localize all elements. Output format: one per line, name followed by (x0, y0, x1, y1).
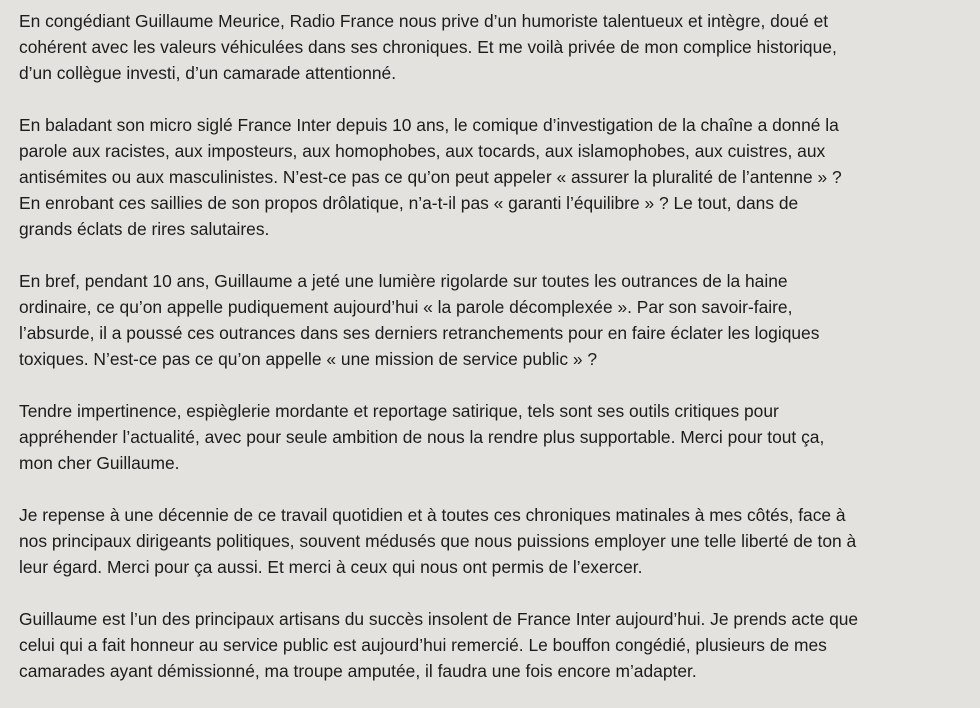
paragraph-6 (19, 606, 962, 684)
paragraph-line: toxiques. N’est-ce pas ce qu’on appelle « une mission de service public » ? (19, 349, 598, 369)
paragraph-line: cohérent avec les valeurs véhiculées dans ses chroniques. Et me voilà privée de mon complice historique, (19, 37, 837, 57)
paragraph-line: nos principaux dirigeants politiques, souvent médusés que nous puissions employer une telle liberté de ton à (19, 531, 857, 551)
paragraph-line: d’un collègue investi, d’un camarade attentionné. (19, 63, 397, 83)
paragraph-line: appréhender l’actualité, avec pour seule ambition de nous la rendre plus supportable. Merci pour tout ça, (19, 427, 825, 447)
paragraph-line: Je repense à une décennie de ce travail quotidien et à toutes ces chroniques matinales à mes côtés, face à (19, 505, 846, 525)
paragraph-line: Tendre impertinence, espièglerie mordante et reportage satirique, tels sont ses outils critiques pour (19, 401, 779, 421)
paragraph-line: Guillaume est l’un des principaux artisans du succès insolent de France Inter aujourd’hui. Je prends acte que (19, 609, 859, 629)
paragraph-line: l’absurde, il a poussé ces outrances dans ses derniers retranchements pour en faire éclater les logiques (19, 323, 820, 343)
paragraph-line: En enrobant ces saillies de son propos drôlatique, n’a-t-il pas « garanti l’équilibre » ? Le tout, dans de (19, 193, 799, 213)
paragraph-line: antisémites ou aux masculinistes. N’est-ce pas ce qu’on peut appeler « assurer la pluralité de l’antenne » ? (19, 167, 842, 187)
paragraph-line: leur égard. Merci pour ça aussi. Et merci à ceux qui nous ont permis de l’exercer. (19, 557, 643, 577)
paragraph-line: En congédiant Guillaume Meurice, Radio France nous prive d’un humoriste talentueux et intègre, doué et (19, 11, 829, 31)
paragraph-5 (19, 502, 962, 580)
paragraph-line: mon cher Guillaume. (19, 453, 180, 473)
paragraph-line: En baladant son micro siglé France Inter depuis 10 ans, le comique d’investigation de la chaîne a donné la (19, 115, 839, 135)
paragraph-2 (19, 112, 962, 242)
paragraph-line: grands éclats de rires salutaires. (19, 219, 270, 239)
paragraph-3 (19, 268, 962, 372)
paragraph-line: celui qui a fait honneur au service public est aujourd’hui remercié. Le bouffon congédié, plusieurs de mes (19, 635, 827, 655)
paragraph-4 (19, 398, 962, 476)
paragraph-line: En bref, pendant 10 ans, Guillaume a jeté une lumière rigolarde sur toutes les outrances de la haine (19, 271, 788, 291)
paragraph-line: camarades ayant démissionné, ma troupe amputée, il faudra une fois encore m’adapter. (19, 661, 697, 681)
paragraph-1 (19, 8, 962, 86)
paragraph-line: ordinaire, ce qu’on appelle pudiquement aujourd’hui « la parole décomplexée ». Par son savoir-faire, (19, 297, 793, 317)
paragraph-line: parole aux racistes, aux imposteurs, aux homophobes, aux tocards, aux islamophobes, aux cuistres, aux (19, 141, 826, 161)
